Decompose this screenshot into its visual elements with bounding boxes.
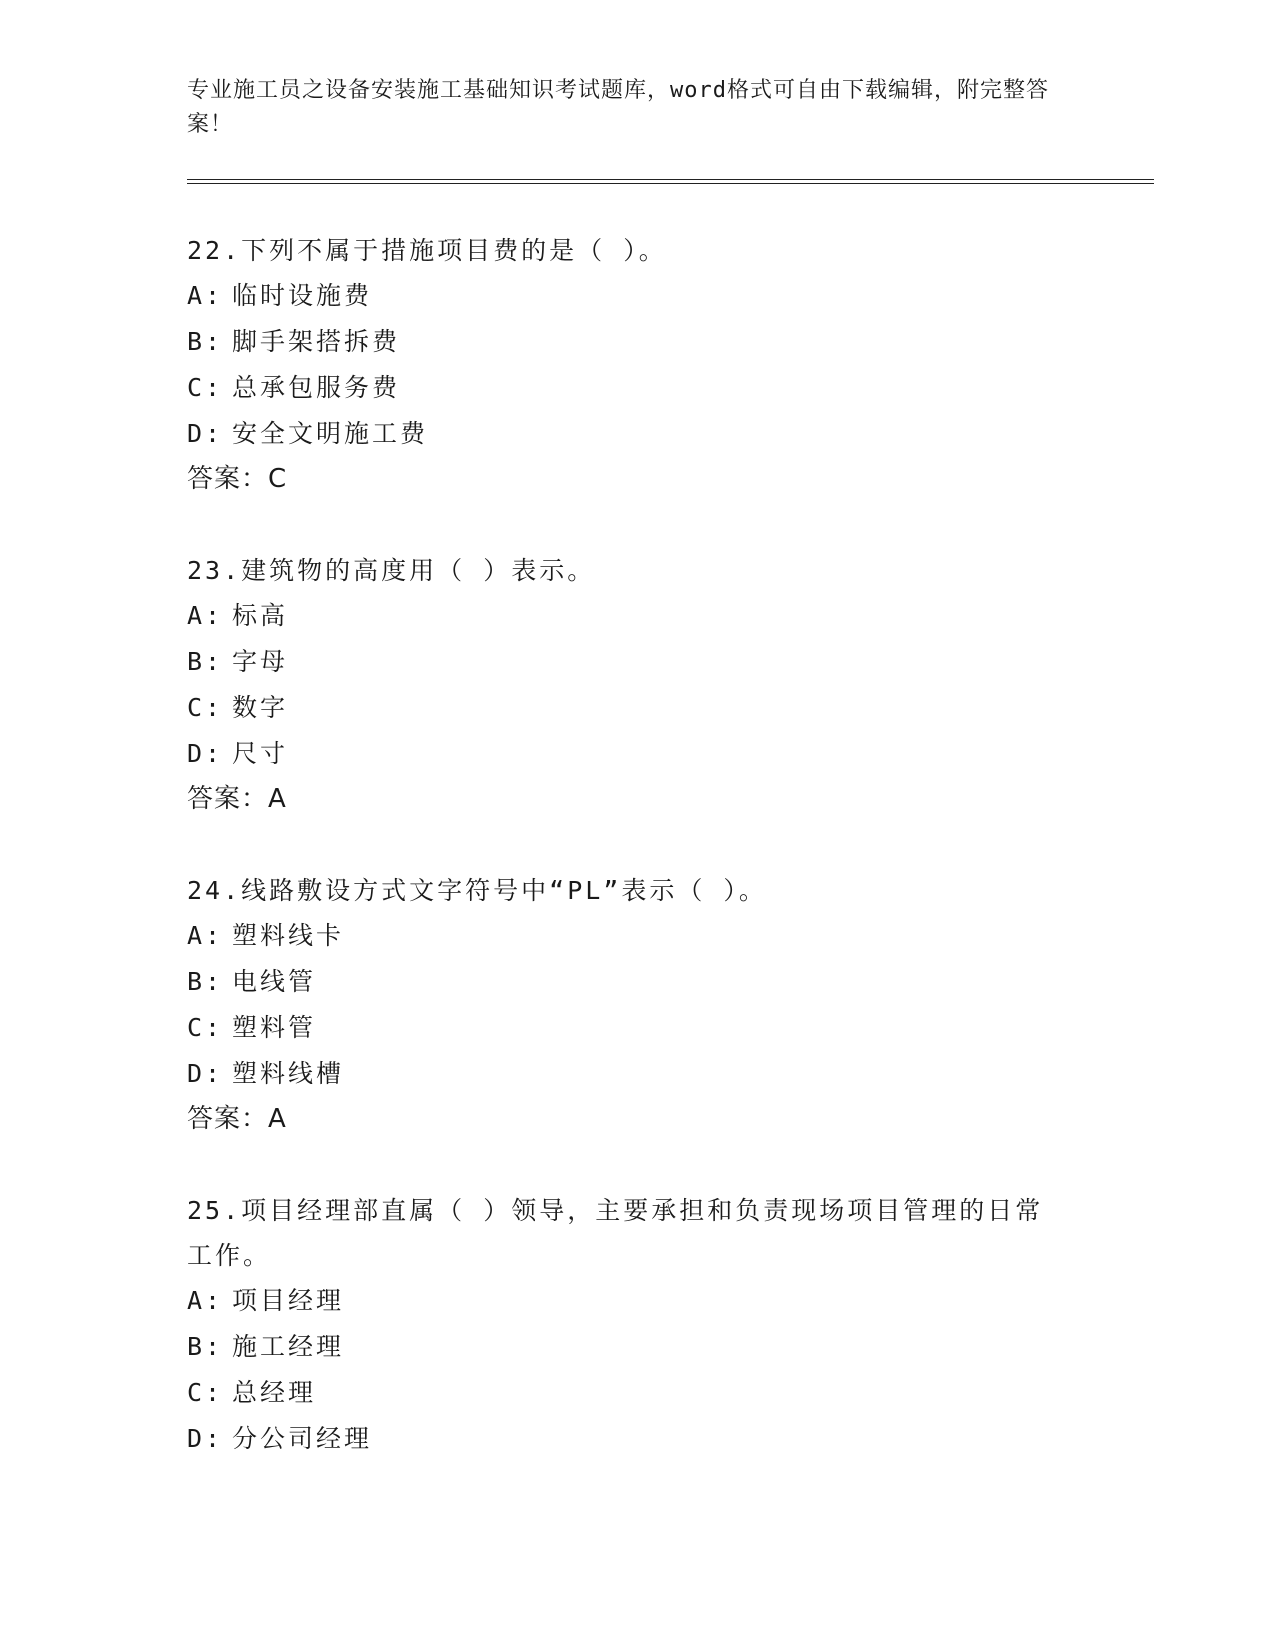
option-text: 脚手架搭拆费 — [232, 327, 401, 356]
option-letter: A: — [187, 1286, 224, 1315]
option-letter: B: — [187, 327, 224, 356]
option-c — [187, 365, 1087, 411]
option-c — [187, 1370, 1057, 1416]
option-letter: A: — [187, 281, 224, 310]
option-text: 标高 — [232, 601, 289, 630]
option-b — [187, 959, 1087, 1005]
option-text: 施工经理 — [232, 1332, 345, 1361]
option-c — [187, 1005, 1087, 1051]
option-d — [187, 1051, 1087, 1097]
option-letter: B: — [187, 1332, 224, 1361]
option-letter: C: — [187, 373, 224, 402]
option-letter: A: — [187, 921, 224, 950]
option-letter: A: — [187, 601, 224, 630]
header-divider-top — [187, 179, 1154, 180]
question-stem: 25.项目经理部直属（ ）领导，主要承担和负责现场项目管理的日常工作。 — [187, 1196, 1044, 1270]
option-text: 总经理 — [232, 1378, 317, 1407]
header-divider-bottom — [187, 183, 1154, 184]
question-22 — [187, 228, 1087, 502]
document-header: 专业施工员之设备安装施工基础知识考试题库，word格式可自由下载编辑，附完整答案！ — [187, 78, 1049, 137]
option-letter: C: — [187, 1378, 224, 1407]
option-text: 塑料线槽 — [232, 1059, 345, 1088]
option-b — [187, 319, 1087, 365]
option-d — [187, 731, 1087, 777]
option-a — [187, 273, 1087, 319]
answer: 答案：C — [187, 464, 288, 494]
question-stem: 23.建筑物的高度用（ ）表示。 — [187, 556, 596, 585]
option-d — [187, 411, 1087, 457]
option-letter: D: — [187, 419, 224, 448]
question-stem: 22.下列不属于措施项目费的是（ ）。 — [187, 236, 667, 265]
option-letter: D: — [187, 739, 224, 768]
option-b — [187, 1324, 1057, 1370]
answer: 答案：A — [187, 784, 287, 814]
option-text: 字母 — [232, 647, 289, 676]
question-24 — [187, 868, 1087, 1142]
option-letter: B: — [187, 967, 224, 996]
option-a — [187, 593, 1087, 639]
option-text: 临时设施费 — [232, 281, 373, 310]
option-text: 塑料线卡 — [232, 921, 345, 950]
question-23 — [187, 548, 1087, 822]
option-text: 尺寸 — [232, 739, 289, 768]
option-letter: C: — [187, 1013, 224, 1042]
option-a — [187, 1278, 1057, 1324]
option-c — [187, 685, 1087, 731]
option-letter: D: — [187, 1059, 224, 1088]
option-text: 电线管 — [232, 967, 317, 996]
option-text: 分公司经理 — [232, 1424, 373, 1453]
question-25 — [187, 1188, 1057, 1462]
option-text: 数字 — [232, 693, 289, 722]
option-text: 项目经理 — [232, 1286, 345, 1315]
option-text: 安全文明施工费 — [232, 419, 429, 448]
option-letter: B: — [187, 647, 224, 676]
option-letter: C: — [187, 693, 224, 722]
option-b — [187, 639, 1087, 685]
option-text: 塑料管 — [232, 1013, 317, 1042]
option-d — [187, 1416, 1057, 1462]
option-text: 总承包服务费 — [232, 373, 401, 402]
question-stem: 24.线路敷设方式文字符号中“PL”表示（ ）。 — [187, 876, 767, 905]
option-a — [187, 913, 1087, 959]
answer: 答案：A — [187, 1104, 287, 1134]
option-letter: D: — [187, 1424, 224, 1453]
